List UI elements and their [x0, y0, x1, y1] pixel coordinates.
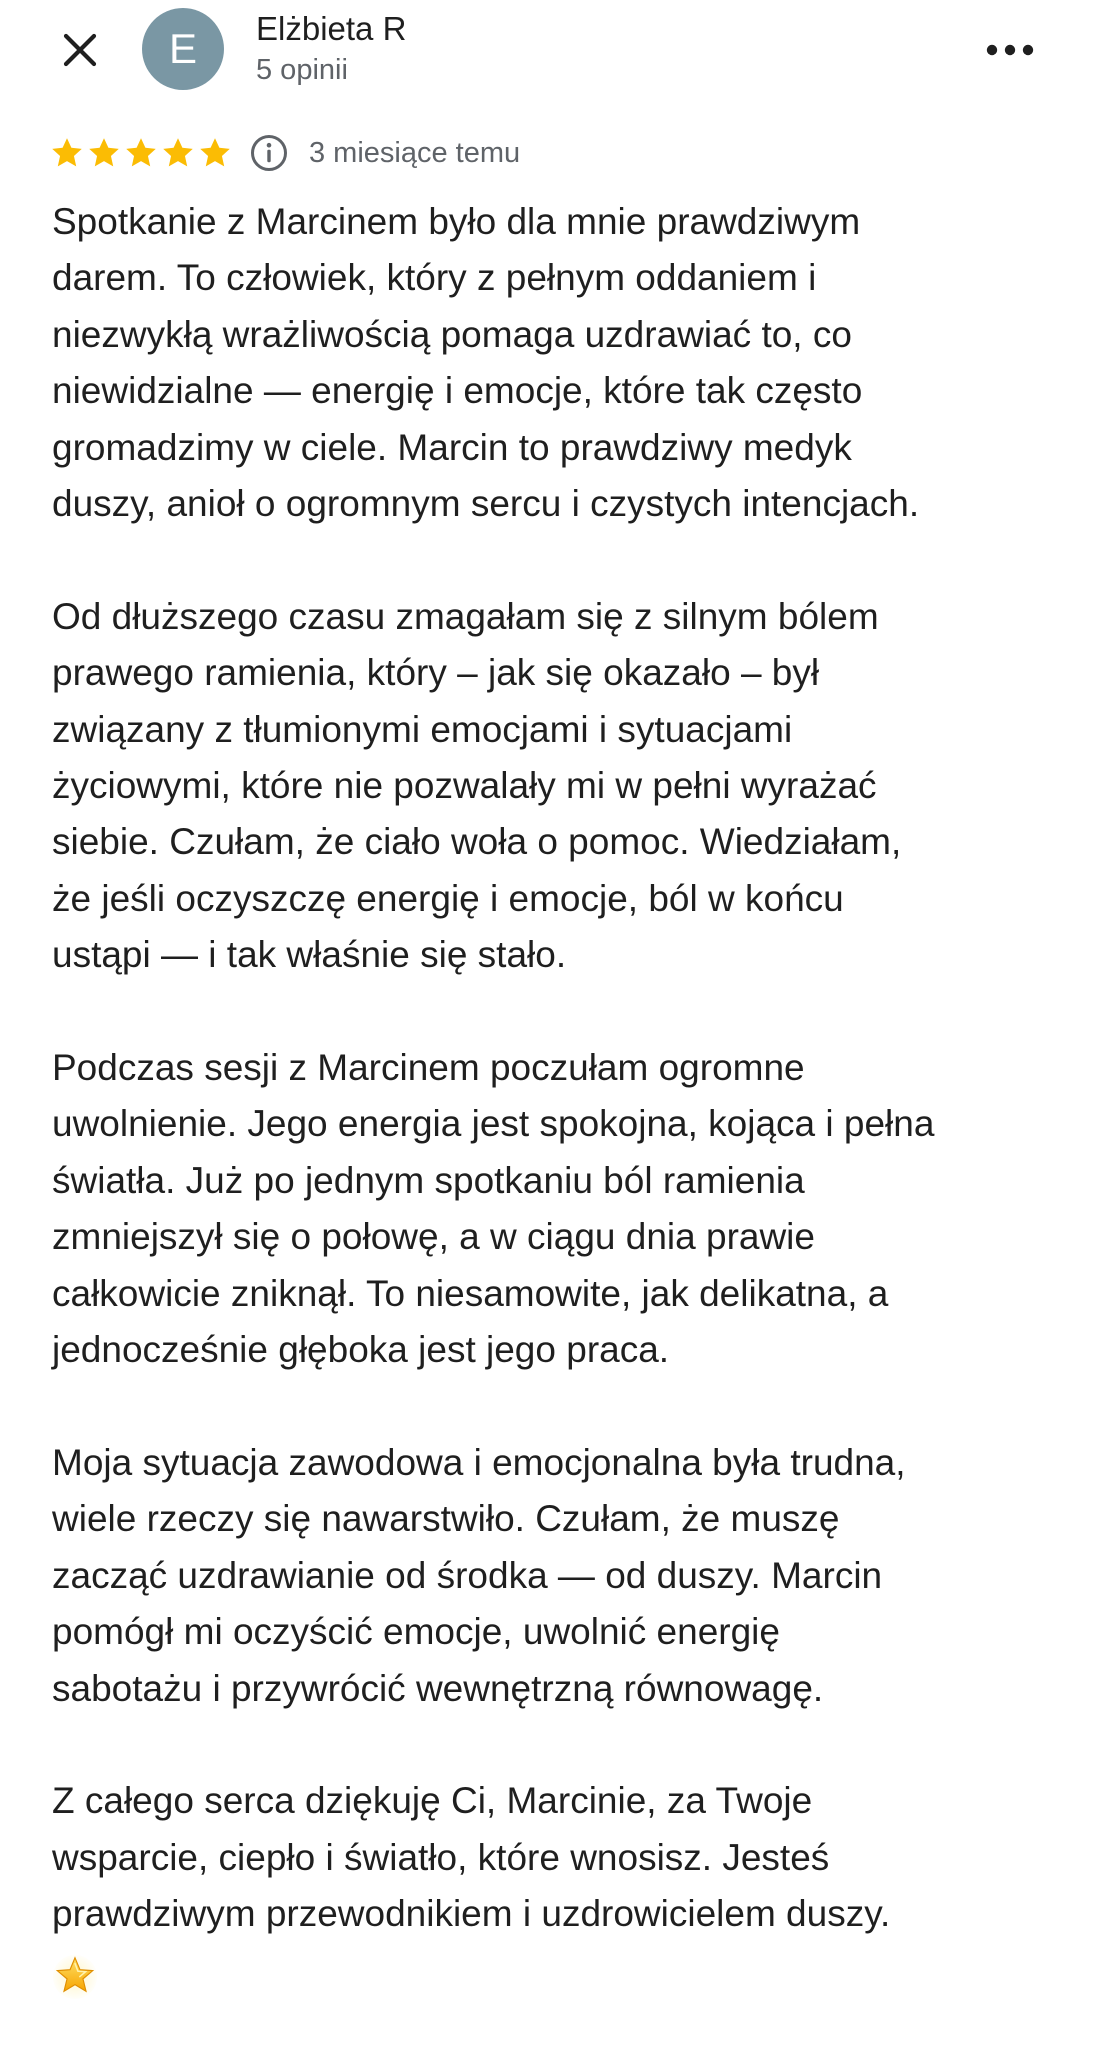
- review-line: wiele rzeczy się nawarstwiło. Czułam, że muszę: [52, 1498, 840, 1540]
- review-line: Moja sytuacja zawodowa i emocjonalna była trudna,: [52, 1441, 906, 1483]
- close-icon: [60, 30, 100, 70]
- close-button[interactable]: [52, 22, 108, 78]
- review-time-ago: 3 miesiące temu: [309, 136, 521, 169]
- review-paragraph: [52, 1773, 1062, 1999]
- review-line: wsparcie, ciepło i światło, które wnosisz. Jesteś: [52, 1836, 830, 1878]
- review-line: siebie. Czułam, że ciało woła o pomoc. Wiedziałam,: [52, 821, 902, 863]
- review-line: Podczas sesji z Marcinem poczułam ogromne: [52, 1047, 805, 1089]
- review-line: zmniejszył się o połowę, a w ciągu dnia prawie: [52, 1216, 815, 1258]
- rating-row: [50, 130, 520, 176]
- star-icon: [198, 136, 232, 170]
- review-line: niewidzialne — energię i emocje, które tak często: [52, 370, 863, 412]
- star-icon: [50, 136, 84, 170]
- star-icon: [124, 136, 158, 170]
- review-line: Od dłuższego czasu zmagałam się z silnym bólem: [52, 595, 879, 637]
- review-text: [52, 194, 1062, 1999]
- review-line: darem. To człowiek, który z pełnym oddaniem i: [52, 257, 817, 299]
- review-line: że jeśli oczyszczę energię i emocje, ból w końcu: [52, 877, 844, 919]
- review-line: gromadzimy w ciele. Marcin to prawdziwy medyk: [52, 426, 852, 468]
- review-line: pomógł mi oczyścić emocje, uwolnić energię: [52, 1611, 780, 1653]
- glowing-star-emoji: [52, 1943, 1062, 1999]
- review-line: prawdziwym przewodnikiem i uzdrowicielem duszy.: [52, 1893, 891, 1935]
- review-line: związany z tłumionymi emocjami i sytuacjami: [52, 708, 793, 750]
- star-icon: [87, 136, 121, 170]
- review-line: duszy, anioł o ogromnym sercu i czystych intencjach.: [52, 483, 920, 525]
- review-line: Spotkanie z Marcinem było dla mnie prawdziwym: [52, 201, 861, 242]
- review-header: [0, 0, 1098, 110]
- star-rating: [50, 136, 235, 170]
- review-paragraph: [52, 1040, 1062, 1378]
- more-horizontal-icon: [985, 43, 1035, 57]
- review-paragraph: [52, 1435, 1062, 1717]
- review-line: zacząć uzdrawianie od środka — od duszy. Marcin: [52, 1554, 883, 1596]
- info-icon[interactable]: [249, 133, 289, 173]
- reviewer-review-count: 5 opinii: [256, 54, 348, 86]
- review-line: jednocześnie głęboka jest jego praca.: [52, 1329, 670, 1371]
- review-line: ustąpi — i tak właśnie się stało.: [52, 934, 567, 976]
- review-line: całkowicie zniknął. To niesamowite, jak delikatna, a: [52, 1272, 889, 1314]
- review-line: uwolnienie. Jego energia jest spokojna, kojąca i pełna: [52, 1103, 935, 1145]
- star-icon: [161, 136, 195, 170]
- avatar-letter: E: [168, 25, 197, 72]
- review-paragraph: [52, 589, 1062, 984]
- review-line: niezwykłą wrażliwością pomaga uzdrawiać to, co: [52, 313, 852, 355]
- avatar[interactable]: [142, 8, 224, 90]
- review-line: sabotażu i przywrócić wewnętrzną równowagę.: [52, 1667, 824, 1709]
- review-line: prawego ramienia, który – jak się okazało – był: [52, 652, 820, 694]
- review-line: życiowymi, które nie pozwalały mi w pełni wyrażać: [52, 765, 877, 807]
- review-line: światła. Już po jednym spotkaniu ból ramienia: [52, 1159, 805, 1201]
- review-line: Z całego serca dziękuję Ci, Marcinie, za Twoje: [52, 1780, 813, 1822]
- review-paragraph: [52, 194, 1062, 532]
- more-options-button[interactable]: [978, 22, 1042, 78]
- reviewer-name[interactable]: Elżbieta R: [256, 10, 407, 47]
